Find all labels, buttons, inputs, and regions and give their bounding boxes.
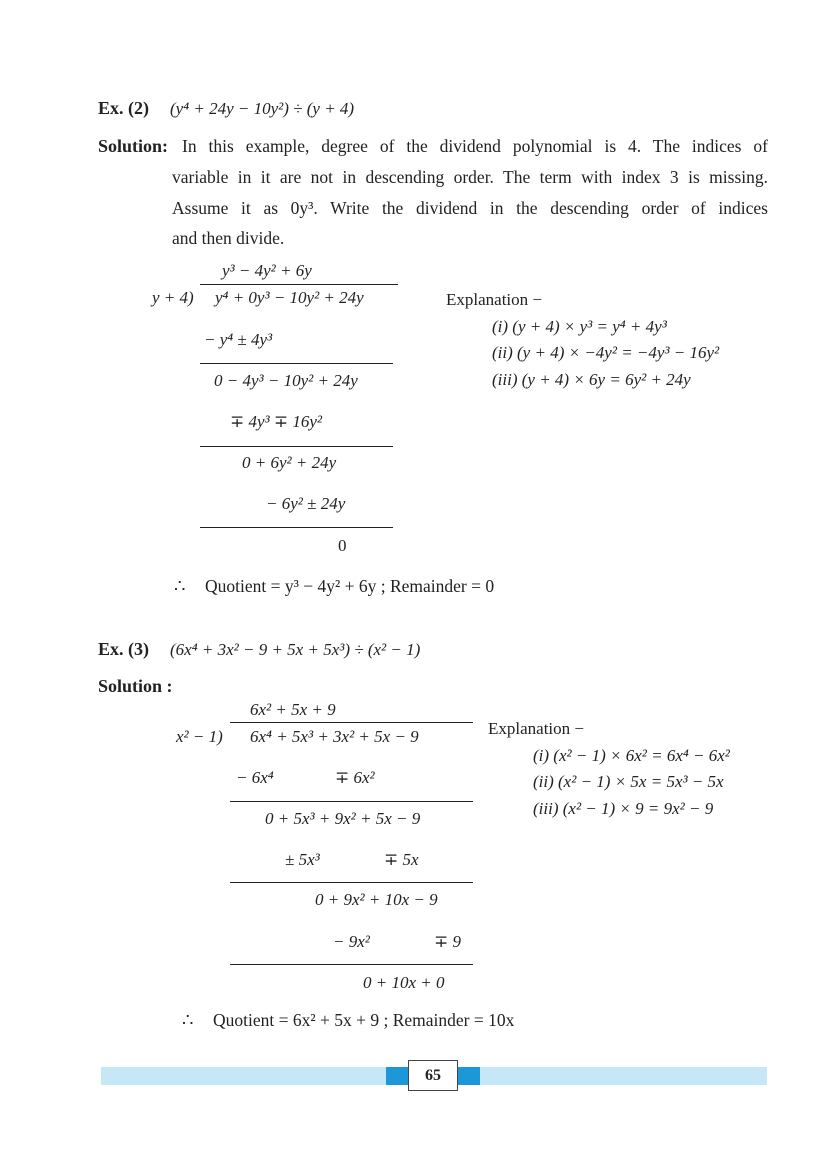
ex2-result: Quotient = y³ − 4y² + 6y ; Remainder = 0	[205, 576, 495, 596]
ex3-result: Quotient = 6x² + 5x + 9 ; Remainder = 10x	[213, 1010, 515, 1030]
ex2-explanation-2: (ii) (y + 4) × −4y² = −4y³ − 16y²	[492, 343, 720, 362]
ex2-solution-label: Solution:	[98, 136, 169, 156]
ex2-rule-3	[200, 527, 393, 528]
ex3-divisor: x² − 1)	[176, 727, 223, 746]
footer-accent-right	[458, 1067, 480, 1085]
ex3-division-bar	[230, 722, 473, 723]
ex2-rule-1	[200, 363, 393, 364]
ex3-label: Ex. (3)	[98, 639, 149, 659]
page-number: 65	[408, 1060, 458, 1091]
ex2-step-3: ∓ 4y³ ∓ 16y²	[230, 412, 323, 431]
ex3-rule-2	[230, 882, 473, 883]
ex3-rule-1	[230, 801, 473, 802]
ex2-step-4: 0 + 6y² + 24y	[242, 453, 337, 472]
ex3-explanation-3: (iii) (x² − 1) × 9 = 9x² − 9	[533, 799, 714, 818]
ex3-step-3a: ± 5x³	[285, 850, 320, 869]
ex2-quotient: y³ − 4y² + 6y	[222, 261, 312, 280]
ex2-step-2: 0 − 4y³ − 10y² + 24y	[214, 371, 358, 390]
ex3-therefore-symbol: ∴	[182, 1010, 194, 1030]
ex2-explanation-1: (i) (y + 4) × y³ = y⁴ + 4y³	[492, 317, 667, 336]
ex2-dividend: y⁴ + 0y³ − 10y² + 24y	[215, 288, 364, 307]
ex2-explanation-3: (iii) (y + 4) × 6y = 6y² + 24y	[492, 370, 691, 389]
ex2-explanation-title: Explanation −	[446, 290, 542, 309]
ex3-quotient: 6x² + 5x + 9	[250, 700, 336, 719]
ex3-step-1b: ∓ 6x²	[335, 768, 375, 787]
ex2-step-5: − 6y² ± 24y	[266, 494, 346, 513]
ex2-solution-line-3: and then divide.	[172, 228, 285, 248]
ex2-label: Ex. (2)	[98, 98, 149, 118]
ex2-divisor: y + 4)	[152, 288, 194, 307]
ex3-explanation-1: (i) (x² − 1) × 6x² = 6x⁴ − 6x²	[533, 746, 730, 765]
ex3-step-1a: − 6x⁴	[236, 768, 274, 787]
ex3-step-5b: ∓ 9	[434, 932, 461, 951]
ex3-step-5a: − 9x²	[333, 932, 370, 951]
ex3-rule-3	[230, 964, 473, 965]
ex2-step-6: 0	[338, 536, 347, 555]
footer-accent-left	[386, 1067, 408, 1085]
ex3-solution-label: Solution :	[98, 676, 173, 696]
ex2-rule-2	[200, 446, 393, 447]
ex3-step-6: 0 + 10x + 0	[363, 973, 445, 992]
ex2-step-1: − y⁴ ± 4y³	[204, 330, 273, 349]
ex3-explanation-title: Explanation −	[488, 719, 584, 738]
ex2-solution-line-0: In this example, degree of the dividend polynomial is 4. The indices of	[182, 136, 768, 156]
ex2-solution-line-1: variable in it are not in descending order. The term with index 3 is missing.	[172, 167, 768, 187]
ex2-solution-line-2: Assume it as 0y³. Write the dividend in the descending order of indices	[172, 197, 768, 218]
ex3-explanation-2: (ii) (x² − 1) × 5x = 5x³ − 5x	[533, 772, 724, 791]
ex3-dividend: 6x⁴ + 5x³ + 3x² + 5x − 9	[250, 727, 419, 746]
ex2-therefore-symbol: ∴	[174, 576, 186, 596]
ex2-solution-body	[172, 162, 768, 254]
ex2-expression: (y⁴ + 24y − 10y²) ÷ (y + 4)	[170, 99, 355, 118]
ex3-expression: (6x⁴ + 3x² − 9 + 5x + 5x³) ÷ (x² − 1)	[170, 640, 421, 659]
ex3-step-3b: ∓ 5x	[384, 850, 419, 869]
ex2-division-bar	[200, 284, 398, 285]
ex3-step-4: 0 + 9x² + 10x − 9	[315, 890, 438, 909]
ex3-step-2: 0 + 5x³ + 9x² + 5x − 9	[265, 809, 421, 828]
